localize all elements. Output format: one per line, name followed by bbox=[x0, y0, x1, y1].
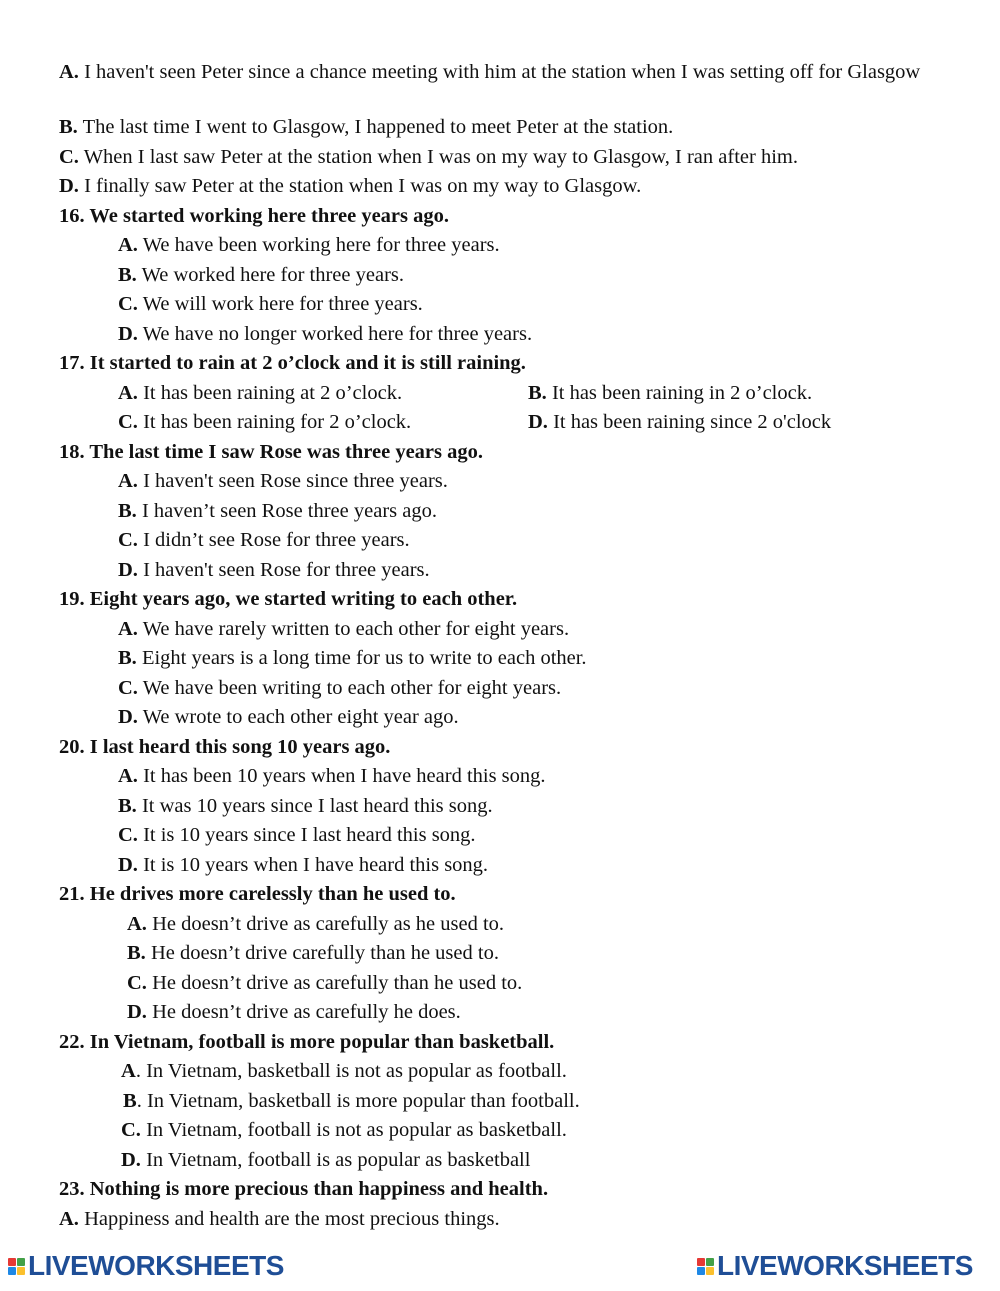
option-20a bbox=[118, 763, 546, 790]
question-22-stem: 22. In Vietnam, football is more popular than basketball. bbox=[59, 1031, 555, 1053]
option-16a bbox=[118, 232, 500, 259]
liveworksheets-icon bbox=[8, 1258, 25, 1275]
option-letter: C. bbox=[118, 293, 138, 315]
option-letter: C. bbox=[118, 411, 138, 433]
option-16c bbox=[118, 291, 423, 318]
option-22d bbox=[121, 1147, 530, 1174]
option-letter: A. bbox=[118, 765, 138, 787]
option-15b bbox=[59, 114, 673, 141]
option-text: I finally saw Peter at the station when I was on my way to Glasgow. bbox=[78, 175, 642, 197]
option-letter: A. bbox=[118, 382, 138, 404]
option-17a bbox=[118, 380, 402, 407]
option-15d bbox=[59, 173, 641, 200]
option-text: He doesn’t drive as carefully as he used to. bbox=[146, 913, 505, 935]
option-text: I didn’t see Rose for three years. bbox=[137, 529, 410, 551]
option-17c bbox=[118, 409, 411, 436]
option-text: We will work here for three years. bbox=[137, 293, 423, 315]
option-19a bbox=[118, 616, 569, 643]
liveworksheets-logo-left[interactable] bbox=[8, 1249, 284, 1283]
option-letter: B. bbox=[528, 382, 547, 404]
option-letter: A. bbox=[127, 913, 147, 935]
option-text: It is 10 years since I last heard this song. bbox=[137, 824, 476, 846]
option-letter: D. bbox=[528, 411, 548, 433]
option-text: I haven't seen Peter since a chance meeting with him at the station when I was setting off for Glasgow bbox=[78, 61, 921, 83]
question-18-stem: 18. The last time I saw Rose was three years ago. bbox=[59, 441, 484, 463]
option-19d bbox=[118, 704, 459, 731]
question-21-stem: 21. He drives more carelessly than he used to. bbox=[59, 883, 456, 905]
option-text: He doesn’t drive as carefully he does. bbox=[146, 1001, 461, 1023]
option-21a bbox=[127, 911, 504, 938]
option-text: It has been 10 years when I have heard this song. bbox=[137, 765, 546, 787]
question-16-stem: 16. We started working here three years ago. bbox=[59, 205, 450, 227]
option-text: It has been raining for 2 o’clock. bbox=[137, 411, 412, 433]
option-text: We worked here for three years. bbox=[136, 264, 405, 286]
option-letter: A. bbox=[59, 61, 79, 83]
option-21c bbox=[127, 970, 522, 997]
option-22b bbox=[123, 1088, 580, 1115]
option-letter: C. bbox=[118, 529, 138, 551]
option-text: . In Vietnam, basketball is not as popular as football. bbox=[135, 1060, 567, 1082]
option-letter: B. bbox=[127, 942, 146, 964]
option-letter: A. bbox=[118, 234, 138, 256]
option-letter: D. bbox=[59, 175, 79, 197]
option-text: We have been writing to each other for eight years. bbox=[137, 677, 562, 699]
option-text: The last time I went to Glasgow, I happened to meet Peter at the station. bbox=[77, 116, 674, 138]
option-letter: B. bbox=[59, 116, 78, 138]
liveworksheets-icon bbox=[697, 1258, 714, 1275]
option-letter: B. bbox=[118, 264, 137, 286]
option-text: We have been working here for three years. bbox=[137, 234, 500, 256]
option-text: In Vietnam, football is not as popular as basketball. bbox=[140, 1119, 567, 1141]
option-15a bbox=[59, 59, 959, 85]
option-letter: D. bbox=[127, 1001, 147, 1023]
option-letter: B. bbox=[118, 500, 137, 522]
option-letter: A. bbox=[59, 1208, 79, 1230]
option-letter: D. bbox=[118, 706, 138, 728]
option-letter: D. bbox=[118, 559, 138, 581]
option-text: He doesn’t drive carefully than he used to. bbox=[145, 942, 499, 964]
option-text: . In Vietnam, basketball is more popular than football. bbox=[136, 1090, 580, 1112]
option-letter: C. bbox=[118, 677, 138, 699]
option-letter: D. bbox=[118, 323, 138, 345]
option-text: It has been raining at 2 o’clock. bbox=[137, 382, 403, 404]
option-text: Eight years is a long time for us to write to each other. bbox=[136, 647, 587, 669]
option-18c bbox=[118, 527, 410, 554]
option-21d bbox=[127, 999, 461, 1026]
logo-text: LIVEWORKSHEETS bbox=[717, 1250, 973, 1281]
option-text: It is 10 years when I have heard this song. bbox=[137, 854, 489, 876]
option-letter: A bbox=[121, 1060, 136, 1082]
option-22c bbox=[121, 1117, 567, 1144]
option-18b bbox=[118, 498, 437, 525]
option-letter: D. bbox=[121, 1149, 141, 1171]
option-text: He doesn’t drive as carefully than he used to. bbox=[146, 972, 523, 994]
option-19c bbox=[118, 675, 561, 702]
question-17-stem: 17. It started to rain at 2 o’clock and it is still raining. bbox=[59, 352, 526, 374]
option-20c bbox=[118, 822, 476, 849]
option-22a bbox=[121, 1058, 567, 1085]
option-letter: B. bbox=[118, 647, 137, 669]
option-text: I haven't seen Rose for three years. bbox=[137, 559, 430, 581]
option-text: In Vietnam, football is as popular as basketball bbox=[140, 1149, 531, 1171]
option-19b bbox=[118, 645, 587, 672]
option-20d bbox=[118, 852, 488, 879]
question-19-stem: 19. Eight years ago, we started writing to each other. bbox=[59, 588, 518, 610]
option-letter: C. bbox=[59, 146, 79, 168]
option-text: When I last saw Peter at the station when I was on my way to Glasgow, I ran after him. bbox=[78, 146, 798, 168]
option-letter: A. bbox=[118, 618, 138, 640]
option-letter: C. bbox=[127, 972, 147, 994]
option-23a bbox=[59, 1206, 500, 1233]
option-text: It has been raining since 2 o'clock bbox=[547, 411, 832, 433]
option-17d bbox=[528, 409, 831, 436]
option-17b bbox=[528, 380, 812, 407]
option-letter: D. bbox=[118, 854, 138, 876]
option-text: We have no longer worked here for three years. bbox=[137, 323, 533, 345]
question-23-stem: 23. Nothing is more precious than happiness and health. bbox=[59, 1178, 549, 1200]
option-letter: C. bbox=[118, 824, 138, 846]
option-letter: B bbox=[123, 1090, 137, 1112]
option-21b bbox=[127, 940, 499, 967]
option-15c bbox=[59, 144, 798, 171]
option-letter: A. bbox=[118, 470, 138, 492]
option-text: We wrote to each other eight year ago. bbox=[137, 706, 459, 728]
option-16d bbox=[118, 321, 532, 348]
option-letter: C. bbox=[121, 1119, 141, 1141]
option-18a bbox=[118, 468, 448, 495]
option-text: I haven’t seen Rose three years ago. bbox=[136, 500, 437, 522]
logo-text: LIVEWORKSHEETS bbox=[28, 1250, 284, 1281]
question-20-stem: 20. I last heard this song 10 years ago. bbox=[59, 736, 391, 758]
option-16b bbox=[118, 262, 404, 289]
option-letter: B. bbox=[118, 795, 137, 817]
option-18d bbox=[118, 557, 430, 584]
option-text: I haven't seen Rose since three years. bbox=[137, 470, 448, 492]
option-text: It has been raining in 2 o’clock. bbox=[546, 382, 813, 404]
option-20b bbox=[118, 793, 493, 820]
liveworksheets-logo-right[interactable] bbox=[697, 1249, 973, 1283]
option-text: It was 10 years since I last heard this song. bbox=[136, 795, 493, 817]
option-text: We have rarely written to each other for eight years. bbox=[137, 618, 570, 640]
option-text: Happiness and health are the most precious things. bbox=[78, 1208, 500, 1230]
